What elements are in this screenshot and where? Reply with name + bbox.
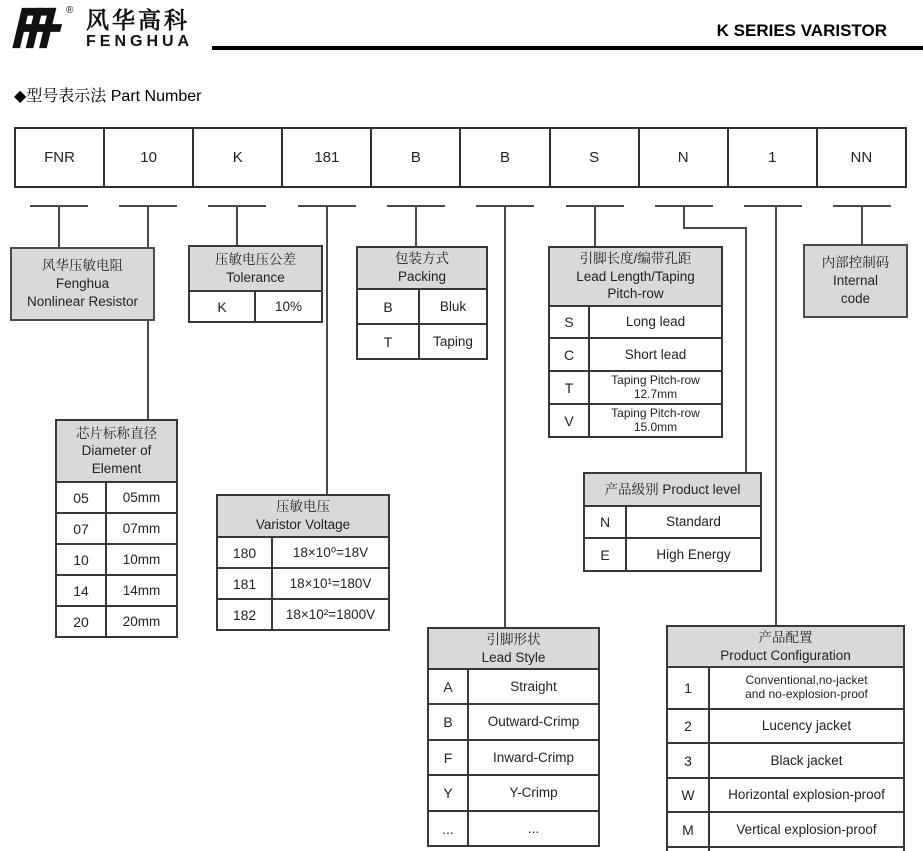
pn-segment-diameter: 10 [105,129,194,186]
packing-table [356,246,488,360]
table-row: A Straight [429,668,598,703]
pn-segment-lead-length: S [551,129,640,186]
pn-segment-series: FNR [16,129,105,186]
table-row: B Bluk [358,288,486,323]
diameter-table [55,419,178,638]
table-row: 10 10mm [57,543,176,574]
table-row: M Vertical explosion-proof [668,811,903,846]
packing-header-en: Packing [397,269,447,284]
product-config-table [666,625,905,851]
lead-length-header-en1: Lead Length/Taping [576,268,695,284]
voltage-header-cn: 压敏电压 [276,499,330,515]
tolerance-header-en: Tolerance [226,269,285,285]
lead-length-table [548,246,723,438]
table-row: 180 18×10⁰=18V [218,536,388,567]
manufacturer-line-cn: 风华压敏电阻 [42,257,123,273]
packing-header-cn: 包装方式 [395,251,449,267]
lead-style-header-en: Lead Style [481,649,546,665]
diameter-header-cn: 芯片标称直径 [76,425,157,441]
pn-segment-internal: NN [850,149,873,166]
table-row: 3 Black jacket [668,742,903,777]
tolerance-header-cn: 压敏电压公差 [215,251,296,267]
diameter-header-en2: Element [91,460,142,476]
table-row: 14 14mm [57,574,176,605]
tolerance-table [188,245,323,323]
doc-title: K SERIES VARISTOR [716,21,887,40]
voltage-table [216,494,390,631]
table-row: C Short lead [550,337,721,370]
table-row: 1 Conventional,no-jacket and no-explosion-proof [668,666,903,708]
manufacturer-line-en1: Fenghua [55,275,110,291]
internal-code-line-cn: 内部控制码 [821,254,890,270]
internal-code-line-en1: Internal [832,272,879,288]
table-row: 181 18×10¹=180V [218,567,388,598]
product-config-header-cn: 产品配置 [758,629,813,645]
lead-length-header-cn: 引脚长度/编带孔距 [579,251,692,267]
product-level-header: 产品级别 Product level [604,481,741,497]
table-row: T Taping Pitch-row 12.7mm [550,370,721,403]
table-row: W Horizontal explosion-proof [668,777,903,811]
table-row: 182 18×10²=1800V [218,598,388,629]
table-row: S Long lead [550,305,721,337]
pn-segment-config: 1 [729,129,818,186]
pn-segment-voltage: 181 [283,129,372,186]
brand-name-en: FENGHUA [86,33,194,50]
table-row: Y Y-Crimp [429,774,598,810]
pn-segment-product-level: N [640,129,729,186]
table-row: B Outward-Crimp [429,703,598,739]
brand-name-cn: 风华高科 [86,7,190,33]
lead-length-header-en2: Pitch-row [607,286,664,302]
product-config-header-en: Product Configuration [720,647,851,663]
pn-segment-tolerance: K [194,129,283,186]
registered-mark: ® [66,5,74,16]
pn-segment-packing: B [372,129,461,186]
table-row: N Standard [585,505,760,537]
table-row-stub [668,846,903,851]
lead-style-header-cn: 引脚形状 [486,631,541,647]
table-row: F Inward-Crimp [429,739,598,774]
product-level-table [583,472,762,572]
internal-code-line-en2: code [840,291,871,307]
pn-segment-lead-style: B [461,129,550,186]
table-row: 20 20mm [57,605,176,636]
table-row: 07 07mm [57,512,176,543]
table-row: 2 Lucency jacket [668,708,903,742]
manufacturer-line-en2: Nonlinear Resistor [26,294,139,310]
voltage-header-en: Varistor Voltage [255,517,351,532]
table-row: K 10% [190,290,321,321]
table-row: ... ... [429,810,598,845]
manufacturer-box [10,247,155,321]
diameter-header-en1: Diameter of [81,443,152,459]
table-row: V Taping Pitch-row 15.0mm [550,403,721,436]
table-row: T Taping [358,323,486,358]
table-row: 05 05mm [57,481,176,512]
lead-style-table [427,627,600,847]
table-row: E High Energy [585,537,760,570]
internal-code-box [803,244,908,318]
section-title: ◆型号表示法 Part Number [14,88,202,105]
